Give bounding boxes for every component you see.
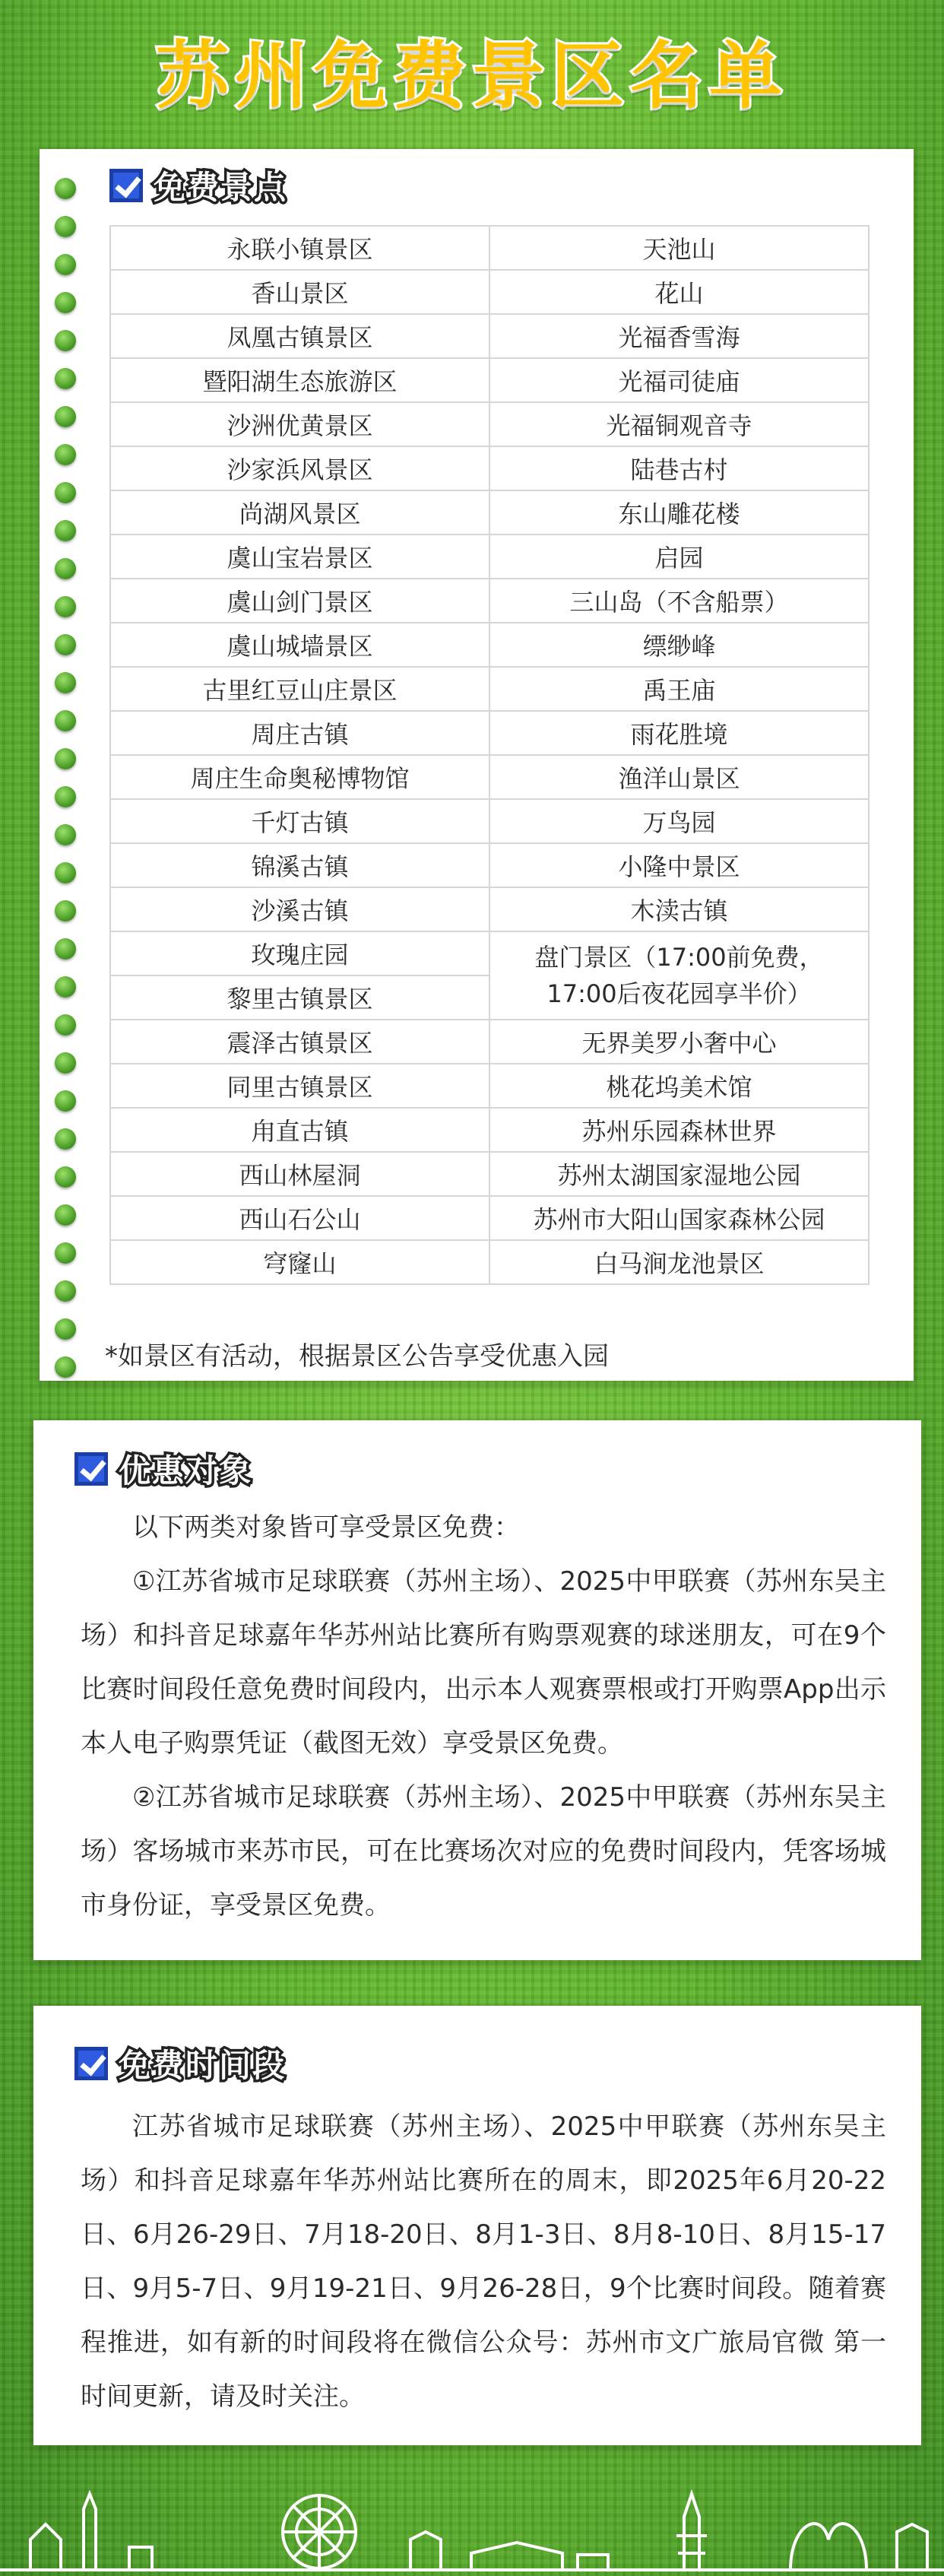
binder-rings <box>55 172 82 1373</box>
spot-cell-right: 雨花胜境 <box>489 711 869 755</box>
spot-cell-left: 香山景区 <box>110 270 489 314</box>
binder-ring-icon <box>55 672 76 693</box>
spot-cell-right: 天池山 <box>489 226 869 270</box>
spot-cell-left: 虞山宝岩景区 <box>110 535 489 579</box>
binder-ring-icon <box>55 596 76 617</box>
spot-cell-left: 震泽古镇景区 <box>110 1020 489 1064</box>
eligible-item-2: ②江苏省城市足球联赛（苏州主场）、2025中甲联赛（苏州东吴主场）客场城市来苏市民，可在比赛场次对应的免费时间段内，凭客场城市身份证，享受景区免费。 <box>81 1782 886 1921</box>
table-row <box>110 667 869 711</box>
table-row <box>110 931 869 976</box>
table-row <box>110 490 869 535</box>
binder-ring-icon <box>55 1128 76 1150</box>
binder-ring-icon <box>55 1318 76 1340</box>
binder-ring-icon <box>55 862 76 884</box>
table-row <box>110 799 869 843</box>
periods-text: 江苏省城市足球联赛（苏州主场）、2025中甲联赛（苏州东吴主场）和抖音足球嘉年华苏州站比赛所在的周末，即2025年6月20-22日、6月26-29日、7月18-20日、8月1-3日、8月8-10日、8月15-17日、9月5-7日、9月19-21日、9月26-28日，9个比赛时间段。随着赛程推进，如有新的时间段将在微信公众号：苏州市文广旅局官微 第一时间更新，请及时关注。 <box>81 2111 886 2412</box>
binder-ring-icon <box>55 634 76 655</box>
binder-ring-icon <box>55 254 76 275</box>
table-row <box>110 1064 869 1108</box>
table-row <box>110 535 869 579</box>
panmen-line-2: 17:00后夜花园享半价） <box>546 979 812 1008</box>
binder-ring-icon <box>55 1014 76 1036</box>
spot-cell-right: 苏州太湖国家湿地公园 <box>489 1152 869 1196</box>
checkbox-icon <box>109 169 143 202</box>
table-row <box>110 1240 869 1284</box>
spot-cell-left: 同里古镇景区 <box>110 1064 489 1108</box>
table-row <box>110 314 869 358</box>
binder-ring-icon <box>55 786 76 807</box>
spot-cell-right: 渔洋山景区 <box>489 755 869 799</box>
spot-cell-left: 虞山剑门景区 <box>110 579 489 623</box>
table-row <box>110 1108 869 1152</box>
table-row <box>110 887 869 931</box>
table-row <box>110 623 869 667</box>
spot-cell-left: 尚湖风景区 <box>110 490 489 535</box>
spot-cell-panmen <box>489 931 869 1020</box>
city-skyline-icon <box>0 2463 944 2576</box>
binder-ring-icon <box>55 824 76 845</box>
eligible-header <box>74 1446 252 1492</box>
binder-ring-icon <box>55 1166 76 1188</box>
binder-ring-icon <box>55 292 76 313</box>
spot-cell-left: 锦溪古镇 <box>110 843 489 887</box>
table-row <box>110 270 869 314</box>
spot-cell-right: 缥缈峰 <box>489 623 869 667</box>
table-row <box>110 226 869 270</box>
spot-cell-left: 永联小镇景区 <box>110 226 489 270</box>
spot-cell-right: 光福司徒庙 <box>489 358 869 402</box>
binder-ring-icon <box>55 976 76 998</box>
spot-cell-left: 周庄生命奥秘博物馆 <box>110 755 489 799</box>
table-row <box>110 579 869 623</box>
spot-cell-left: 古里红豆山庄景区 <box>110 667 489 711</box>
spot-cell-left: 沙洲优黄景区 <box>110 402 489 446</box>
binder-ring-icon <box>55 900 76 922</box>
spot-cell-right: 光福香雪海 <box>489 314 869 358</box>
free-spots-heading: 免费景点 <box>154 169 288 206</box>
spot-cell-left: 穹窿山 <box>110 1240 489 1284</box>
binder-ring-icon <box>55 482 76 503</box>
spot-cell-right: 小隆中景区 <box>489 843 869 887</box>
binder-ring-icon <box>55 368 76 389</box>
spot-cell-left: 沙溪古镇 <box>110 887 489 931</box>
spot-cell-right: 木渎古镇 <box>489 887 869 931</box>
binder-ring-icon <box>55 330 76 351</box>
checkbox-icon <box>74 2047 108 2080</box>
spot-cell-right: 桃花坞美术馆 <box>489 1064 869 1108</box>
spot-cell-left: 甪直古镇 <box>110 1108 489 1152</box>
binder-ring-icon <box>55 216 76 237</box>
binder-ring-icon <box>55 1280 76 1302</box>
spot-cell-left: 沙家浜风景区 <box>110 446 489 490</box>
spot-cell-right: 光福铜观音寺 <box>489 402 869 446</box>
table-row <box>110 1196 869 1240</box>
binder-ring-icon <box>55 1242 76 1264</box>
spot-cell-right: 陆巷古村 <box>489 446 869 490</box>
spot-cell-left: 玫瑰庄园 <box>110 931 489 976</box>
spot-cell-right: 万鸟园 <box>489 799 869 843</box>
binder-ring-icon <box>55 558 76 579</box>
spot-cell-right: 启园 <box>489 535 869 579</box>
spot-cell-right: 三山岛（不含船票） <box>489 579 869 623</box>
page-title: 苏州免费景区名单 <box>156 33 788 119</box>
checkbox-icon <box>74 1452 108 1486</box>
spot-cell-left: 周庄古镇 <box>110 711 489 755</box>
spot-cell-left: 暨阳湖生态旅游区 <box>110 358 489 402</box>
table-row <box>110 843 869 887</box>
spot-cell-left: 西山石公山 <box>110 1196 489 1240</box>
table-row <box>110 1152 869 1196</box>
table-row <box>110 402 869 446</box>
binder-ring-icon <box>55 1090 76 1112</box>
table-row <box>110 711 869 755</box>
spot-cell-right: 苏州乐园森林世界 <box>489 1108 869 1152</box>
spot-cell-right: 苏州市大阳山国家森林公园 <box>489 1196 869 1240</box>
binder-ring-icon <box>55 710 76 731</box>
spot-cell-right: 东山雕花楼 <box>489 490 869 535</box>
eligible-heading: 优惠对象 <box>119 1452 253 1489</box>
binder-ring-icon <box>55 520 76 541</box>
table-row <box>110 755 869 799</box>
spot-cell-left: 凤凰古镇景区 <box>110 314 489 358</box>
eligible-intro: 以下两类对象皆可享受景区免费： <box>132 1512 520 1543</box>
binder-ring-icon <box>55 406 76 427</box>
binder-ring-icon <box>55 748 76 769</box>
spot-cell-left: 千灯古镇 <box>110 799 489 843</box>
spot-cell-left: 虞山城墙景区 <box>110 623 489 667</box>
eligible-item-1: ①江苏省城市足球联赛（苏州主场）、2025中甲联赛（苏州东吴主场）和抖音足球嘉年华苏州站比赛所有购票观赛的球迷朋友，可在9个比赛时间段任意免费时间段内，出示本人观赛票根或打开购票App出示本人电子购票凭证（截图无效）享受景区免费。 <box>81 1566 886 1759</box>
spots-footnote: *如景区有活动，根据景区公告享受优惠入园 <box>105 1341 609 1372</box>
binder-ring-icon <box>55 938 76 960</box>
table-row <box>110 358 869 402</box>
spot-cell-left: 西山林屋洞 <box>110 1152 489 1196</box>
table-row <box>110 1020 869 1064</box>
periods-header <box>74 2041 286 2086</box>
panmen-line-1: 盘门景区（17:00前免费， <box>534 943 824 972</box>
spot-cell-right: 禹王庙 <box>489 667 869 711</box>
spot-cell-left: 黎里古镇景区 <box>110 976 489 1020</box>
binder-ring-icon <box>55 444 76 465</box>
free-spots-table <box>109 225 870 1285</box>
spot-cell-right: 无界美罗小奢中心 <box>489 1020 869 1064</box>
spot-cell-right: 花山 <box>489 270 869 314</box>
free-spots-header <box>109 163 287 208</box>
binder-ring-icon <box>55 1204 76 1226</box>
binder-ring-icon <box>55 1052 76 1074</box>
table-row <box>110 446 869 490</box>
binder-ring-icon <box>55 1356 76 1378</box>
spot-cell-right: 白马涧龙池景区 <box>489 1240 869 1284</box>
periods-heading: 免费时间段 <box>119 2047 287 2084</box>
binder-ring-icon <box>55 178 76 199</box>
